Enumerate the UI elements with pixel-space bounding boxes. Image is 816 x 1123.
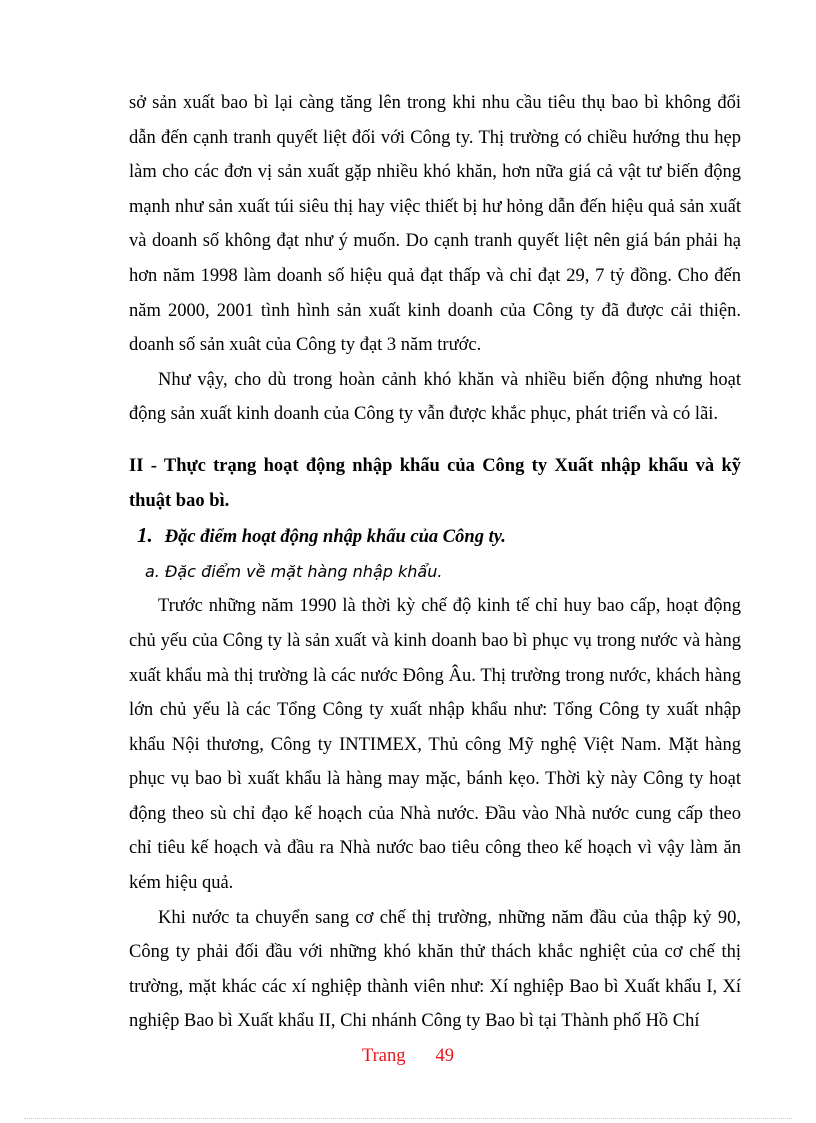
subsection-number: 1. bbox=[137, 523, 153, 548]
paragraph-competition: sở sản xuất bao bì lại càng tăng lên trong khi nhu cầu tiêu thụ bao bì không đổi dẫn đến cạnh tranh quyết liệt đối với Công ty. Thị trường có chiều hướng thu hẹp làm cho các đơn vị sản xuất gặp nhiều khó khăn, hơn nữa giá cả vật tư biến động mạnh như sản xuất túi siêu thị hay việc thiết bị hư hỏng dẫn đến hiệu quả sản xuất và doanh số không đạt như ý muốn. Do cạnh tranh quyết liệt nên giá bán phải hạ hơn năm 1998 làm doanh số hiệu quả đạt thấp và chỉ đạt 29, 7 tỷ đồng. Cho đến năm 2000, 2001 tình hình sản xuất kinh doanh của Công ty đã được cải thiện. doanh số sản xuât của Công ty đạt 3 năm trước. bbox=[129, 93, 741, 356]
paragraph-market-transition: Khi nước ta chuyển sang cơ chế thị trường, những năm đầu của thập kỷ 90, Công ty phải đối đầu với những khó khăn thử thách khắc nghiệt của cơ chế thị trường, mặt khác các xí nghiệp thành viên như: Xí nghiệp Bao bì Xuất khẩu I, Xí nghiệp Bao bì Xuất khẩu II, Chi nhánh Công ty Bao bì tại Thành phố Hồ Chí bbox=[129, 907, 741, 1032]
footer-page-label: Trang bbox=[361, 1046, 406, 1066]
paragraph-summary: Như vậy, cho dù trong hoàn cảnh khó khăn và nhiều biến động nhưng hoạt động sản xuất kinh doanh của Công ty vẫn được khắc phục, phát triển và có lãi. bbox=[129, 369, 741, 425]
section-heading: II - Thực trạng hoạt động nhập khẩu của Công ty Xuất nhập khẩu và kỹ thuật bao bì. bbox=[129, 455, 741, 511]
subsection-heading bbox=[129, 518, 741, 555]
paragraph-pre-1990: Trước những năm 1990 là thời kỳ chế độ kinh tế chỉ huy bao cấp, hoạt động chủ yếu của Công ty là sản xuất và kinh doanh bao bì phục vụ trong nước và hàng xuất khẩu mà thị trường là các nước Đông Âu. Thị trường trong nước, khách hàng lớn chủ yếu là các Tổng Công ty xuất nhập khẩu như: Tổng Công ty xuất nhập khẩu Nội thương, Công ty INTIMEX, Thủ công Mỹ nghệ Việt Nam. Mặt hàng phục vụ bao bì xuất khẩu là hàng may mặc, bánh kẹo. Thời kỳ này Công ty hoạt động theo sù chỉ đạo kế hoạch của Nhà nước. Đầu vào Nhà nước cung cấp theo chỉ tiêu kế hoạch và đầu ra Nhà nước bao tiêu công theo kế hoạch vì vậy làm ăn kém hiệu quả. bbox=[129, 596, 741, 894]
page-body bbox=[129, 86, 741, 1039]
sub-subsection-heading: a. Đặc điểm về mặt hàng nhập khẩu. bbox=[145, 561, 443, 581]
footer-page-number: 49 bbox=[435, 1046, 455, 1066]
subsection-title: Đặc điểm hoạt động nhập khẩu của Công ty. bbox=[164, 527, 506, 548]
page-bottom-divider bbox=[24, 1118, 792, 1119]
page-footer bbox=[0, 1046, 816, 1067]
